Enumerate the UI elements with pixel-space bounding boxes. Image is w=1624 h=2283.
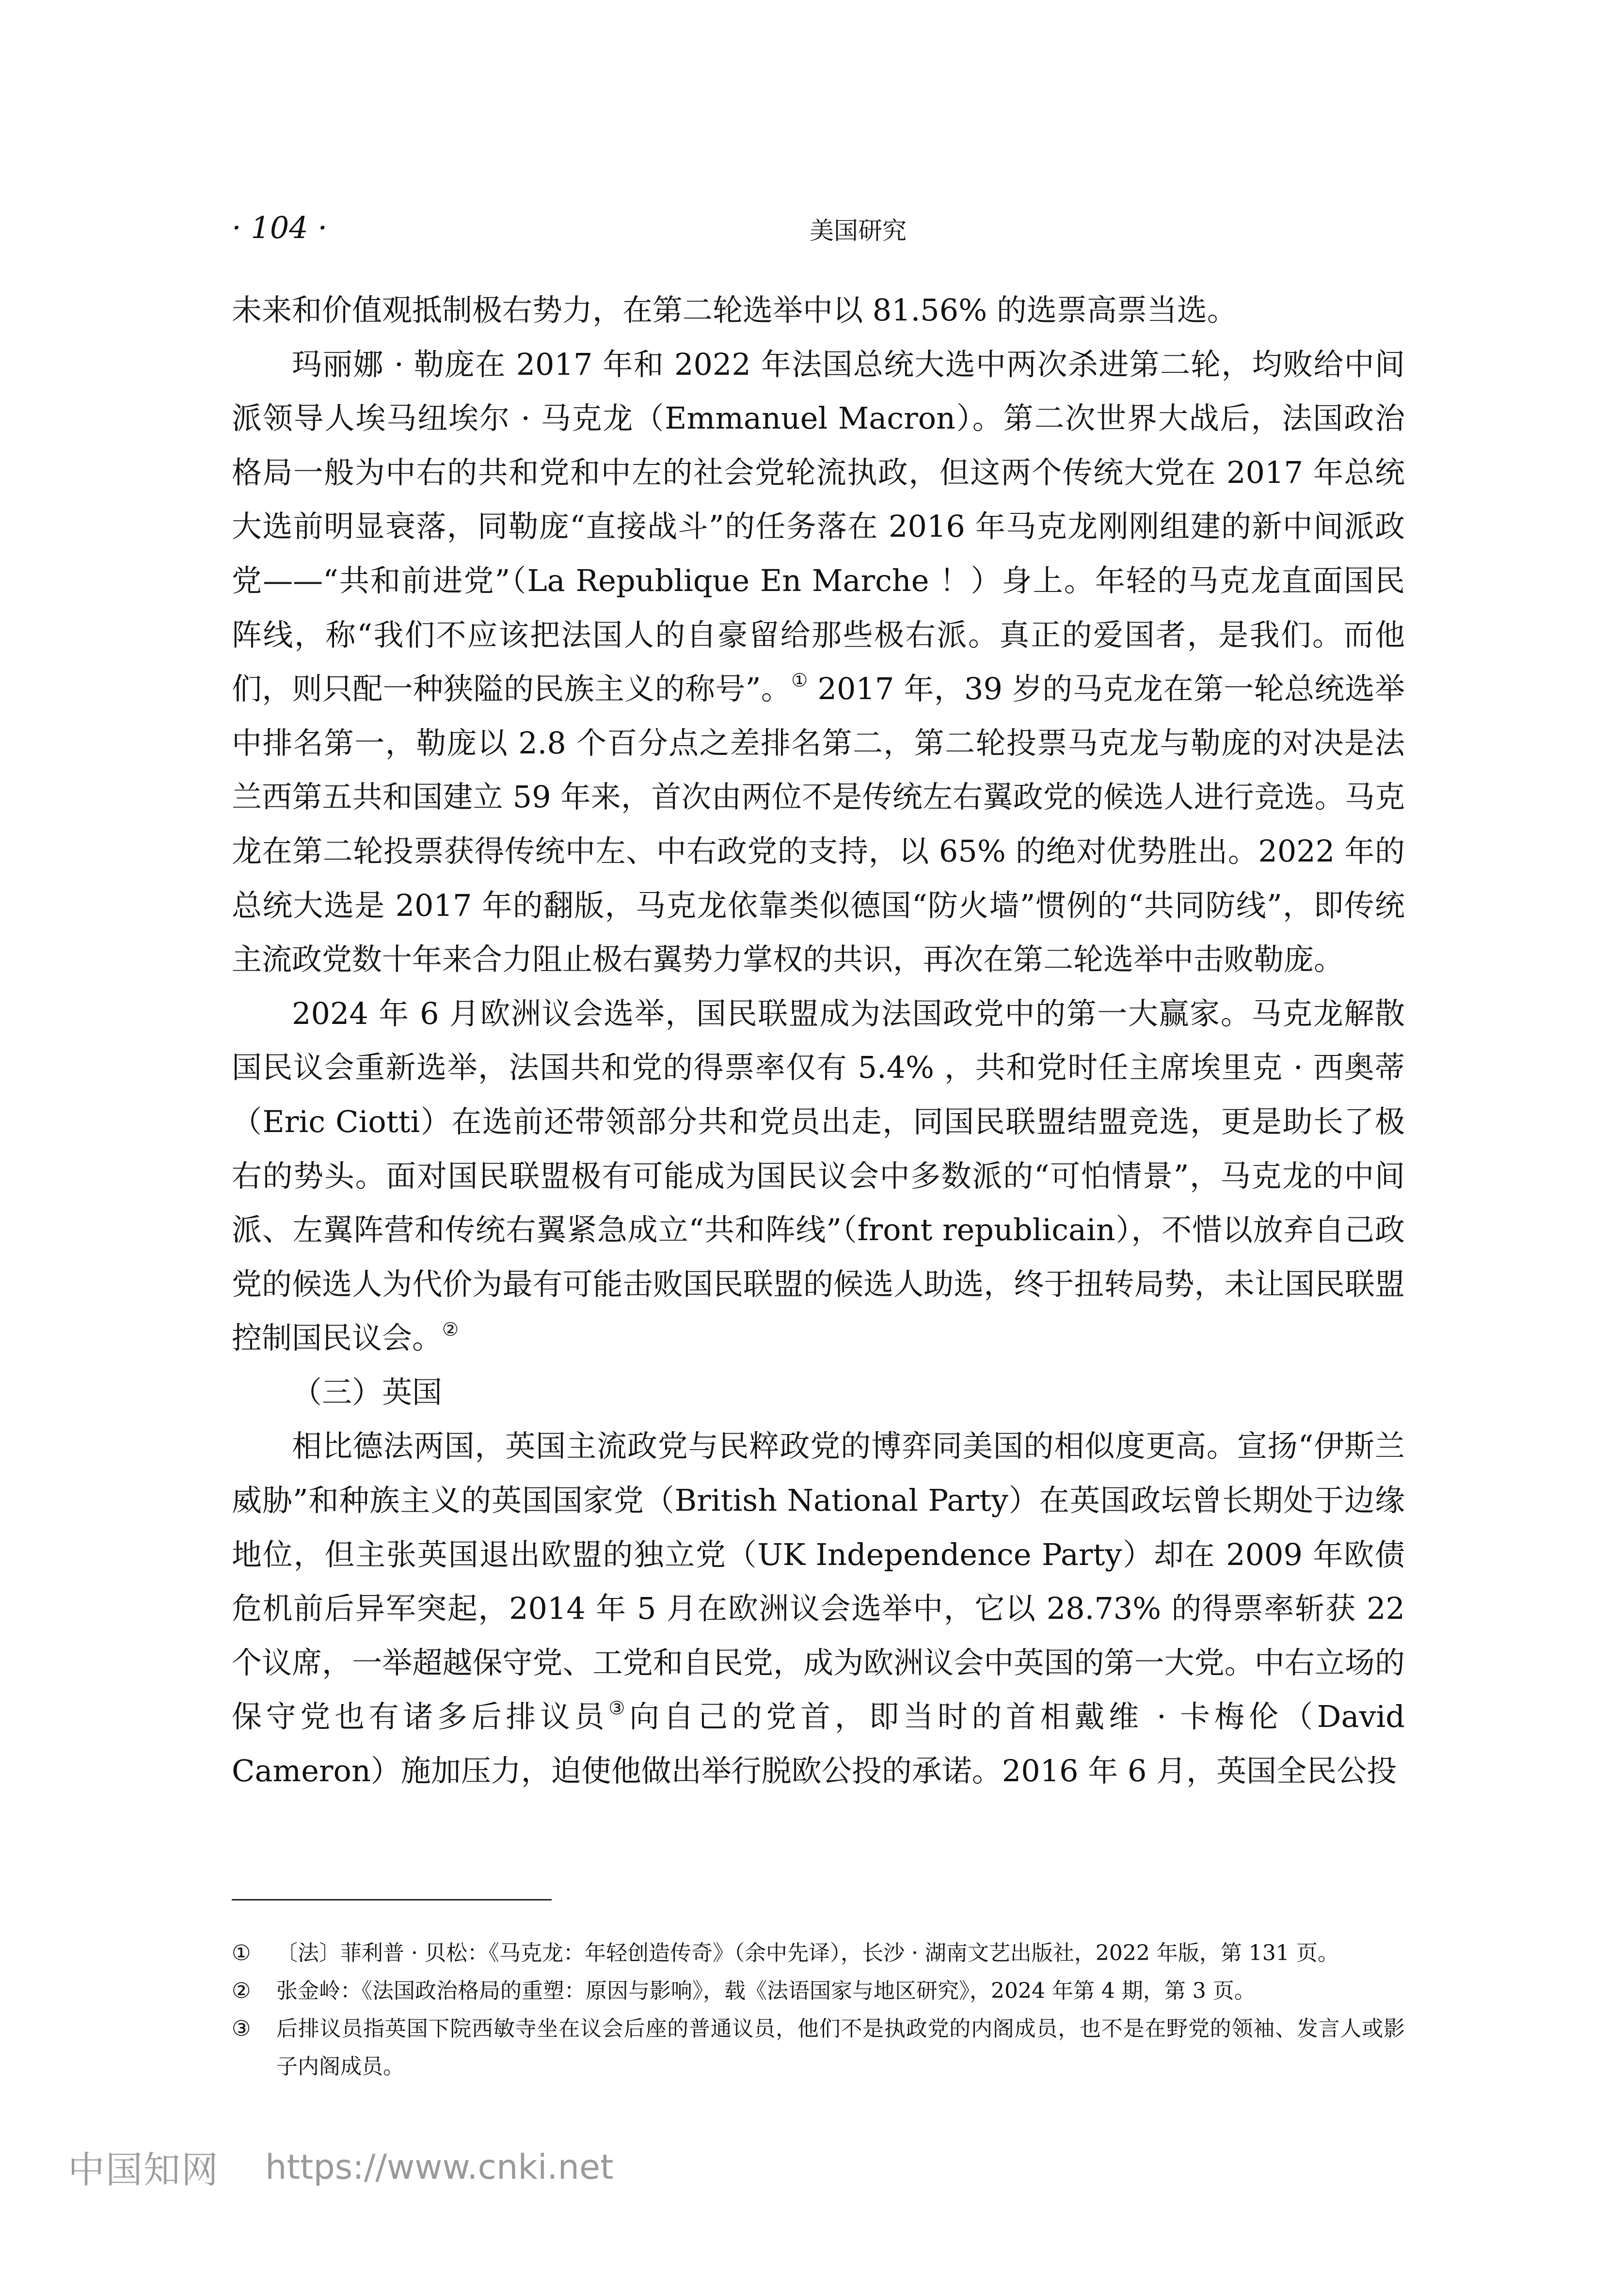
footnote-mark: ② (232, 1979, 251, 2003)
section-heading-text: （三）英国 (292, 1374, 443, 1410)
paragraph-1 (232, 283, 1405, 337)
footnote-ref-1[interactable]: ① (791, 670, 808, 691)
footnote-2 (232, 1972, 1405, 2010)
section-heading (232, 1365, 1405, 1420)
footnote-3 (232, 2010, 1405, 2086)
paragraph-text-continued: 向自己的党首，即当时的首相戴维 · 卡梅伦（David Cameron）施加压力，迫使他做出举行脱欧公投的承诺。2016 年 6 月，英国全民公投 (232, 1699, 1405, 1789)
paragraph-3 (232, 987, 1405, 1365)
cnki-url[interactable]: https://www.cnki.net (265, 2147, 614, 2187)
paragraph-text: 玛丽娜 · 勒庞在 2017 年和 2022 年法国总统大选中两次杀进第二轮，均败给中间派领导人埃马纽埃尔 · 马克龙（Emmanuel Macron）。第二次世界大战后，法国政治格局一般为中右的共和党和中左的社会党轮流执政，但这两个传统大党在 2017 年总统大选前明显衰落，同勒庞“直接战斗”的任务落在 2016 年马克龙刚刚组建的新中间派政党——“共和前进党”（La Republique En Marche ！）身上。年轻的马克龙直面国民阵线，称“我们不应该把法国人的自豪留给那些极右派。真正的爱国者，是我们。而他们，则只配一种狭隘的民族主义的称号”。 (232, 346, 1405, 707)
footnote-text: 张金岭：《法国政治格局的重塑：原因与影响》，载《法语国家与地区研究》，2024 年第 4 期，第 3 页。 (276, 1979, 1256, 2003)
paragraph-text: 未来和价值观抵制极右势力，在第二轮选举中以 81.56% 的选票高票当选。 (232, 292, 1237, 328)
paragraph-text: 相比德法两国，英国主流政党与民粹政党的博弈同美国的相似度更高。宣扬“伊斯兰威胁”和种族主义的英国国家党（British National Party）在英国政坛曾长期处于边缘地位，但主张英国退出欧盟的独立党（UK Independence Party）却在 2009 年欧债危机前后异军突起，2014 年 5 月在欧洲议会选举中，它以 28.73% 的得票率斩获 22 个议席，一举超越保守党、工党和自民党，成为欧洲议会中英国的第一大党。中右立场的保守党也有诸多后排议员 (232, 1428, 1405, 1735)
paragraph-text: 2024 年 6 月欧洲议会选举，国民联盟成为法国政党中的第一大赢家。马克龙解散国民议会重新选举，法国共和党的得票率仅有 5.4% ，共和党时任主席埃里克 · 西奥蒂（Eric Ciotti）在选前还带领部分共和党员出走，同国民联盟结盟竞选，更是助长了极右的势头。面对国民联盟极有可能成为国民议会中多数派的“可怕情景”，马克龙的中间派、左翼阵营和传统右翼紧急成立“共和阵线”（front republicain），不惜以放弃自己政党的候选人为代价为最有可能击败国民联盟的候选人助选，终于扭转局势，未让国民联盟控制国民议会。 (232, 995, 1405, 1356)
footnote-text: 〔法〕菲利普 · 贝松：《马克龙：年轻创造传奇》（余中先译），长沙 · 湖南文艺出版社，2022 年版，第 131 页。 (276, 1941, 1339, 1965)
running-title: 美国研究 (810, 217, 907, 245)
footnote-text: 后排议员指英国下院西敏寺坐在议会后座的普通议员，他们不是执政党的内阁成员，也不是在野党的领袖、发言人或影子内阁成员。 (276, 2016, 1405, 2079)
footnote-mark: ① (232, 1941, 251, 1965)
body-text (232, 283, 1405, 1798)
footnote-mark: ③ (232, 2016, 251, 2041)
footnote-ref-2[interactable]: ② (442, 1319, 459, 1341)
page-number: · 104 · (232, 210, 328, 245)
footnote-ref-3[interactable]: ③ (608, 1697, 629, 1719)
cnki-watermark (68, 2140, 614, 2194)
footnote-divider (232, 1899, 552, 1900)
cnki-logo: 中国知网 (68, 2148, 219, 2191)
paragraph-text-continued: 2017 年，39 岁的马克龙在第一轮总统选举中排名第一，勒庞以 2.8 个百分点之差排名第二，第二轮投票马克龙与勒庞的对决是法兰西第五共和国建立 59 年来，首次由两位不是传统左右翼政党的候选人进行竞选。马克龙在第二轮投票获得传统中左、中右政党的支持，以 65% 的绝对优势胜出。2022 年的总统大选是 2017 年的翻版，马克龙依靠类似德国“防火墙”惯例的“共同防线”，即传统主流政党数十年来合力阻止极右翼势力掌权的共识，再次在第二轮选举中击败勒庞。 (232, 671, 1405, 977)
paragraph-4 (232, 1419, 1405, 1798)
footnotes (232, 1934, 1405, 2086)
footnote-1 (232, 1934, 1405, 1972)
paragraph-2 (232, 337, 1405, 987)
page-header (0, 204, 1624, 262)
